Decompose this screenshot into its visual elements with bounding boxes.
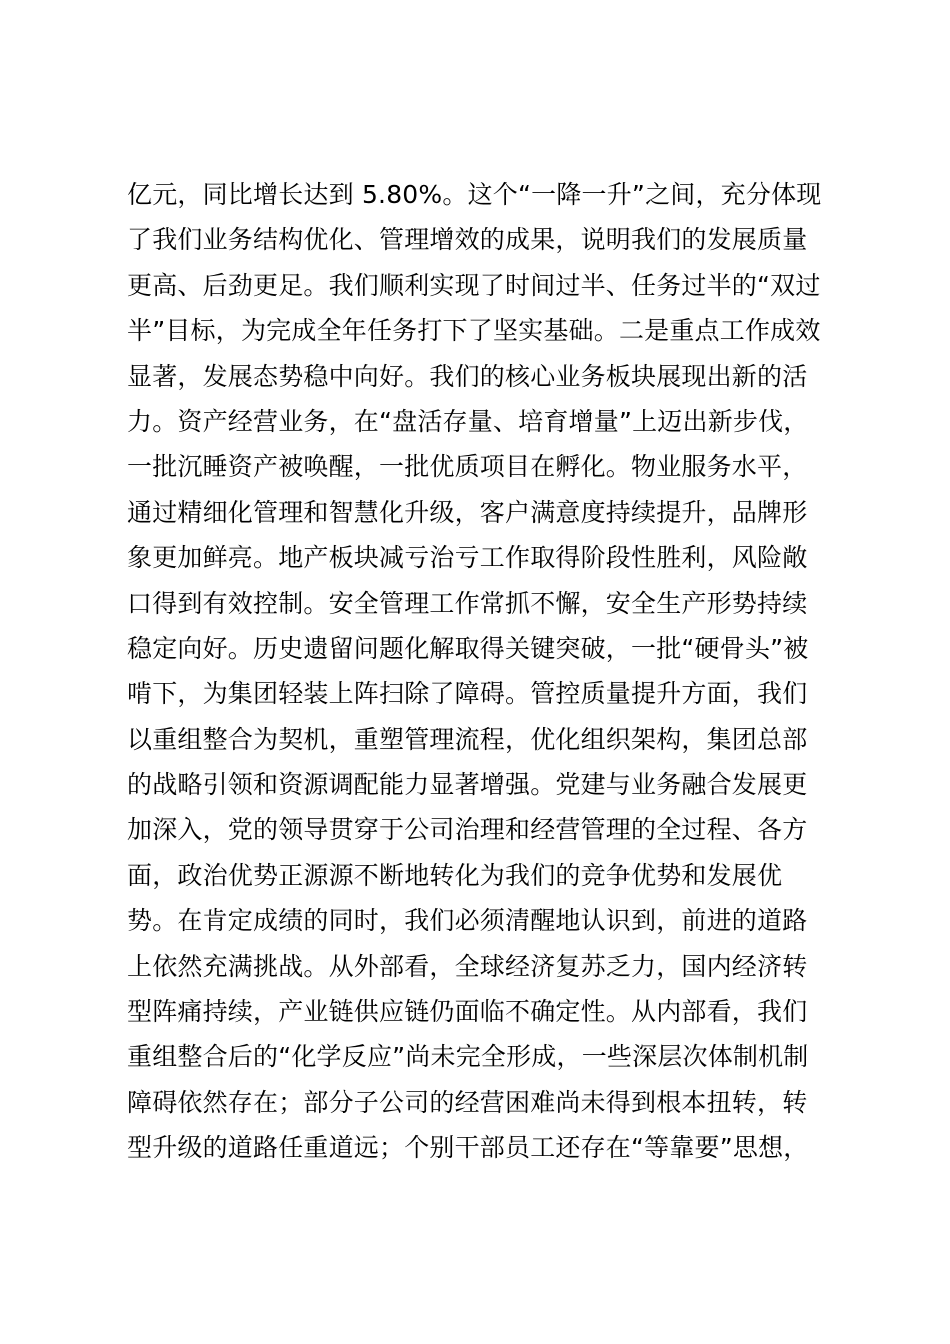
text-line: 啃下，为集团轻装上阵扫除了障碍。管控质量提升方面，我们 — [127, 679, 808, 709]
text-line: 半”目标，为完成全年任务打下了坚实基础。二是重点工作成效 — [127, 316, 821, 346]
text-line: 以重组整合为契机，重塑管理流程，优化组织架构，集团总部 — [127, 724, 808, 754]
text-line: 力。资产经营业务，在“盘活存量、培育增量”上迈出新步伐， — [127, 406, 809, 436]
text-line: 了我们业务结构优化、管理增效的成果，说明我们的发展质量 — [127, 225, 808, 255]
text-line: 更高、后劲更足。我们顺利实现了时间过半、任务过半的“双过 — [127, 270, 821, 300]
text-line: 的战略引领和资源调配能力显著增强。党建与业务融合发展更 — [127, 770, 808, 800]
body-paragraph — [127, 172, 837, 1171]
text-line: 障碍依然存在；部分子公司的经营困难尚未得到根本扭转，转 — [127, 1087, 808, 1117]
text-line: 型升级的道路任重道远；个别干部员工还存在“等靠要”思想， — [127, 1133, 809, 1163]
text-line: 象更加鲜亮。地产板块减亏治亏工作取得阶段性胜利，风险敞 — [127, 543, 808, 573]
text-line: 显著，发展态势稳中向好。我们的核心业务板块展现出新的活 — [127, 361, 808, 391]
text-line: 口得到有效控制。安全管理工作常抓不懈，安全生产形势持续 — [127, 588, 808, 618]
text-line: 重组整合后的“化学反应”尚未完全形成，一些深层次体制机制 — [127, 1042, 809, 1072]
text-line: 一批沉睡资产被唤醒，一批优质项目在孵化。物业服务水平， — [127, 452, 808, 482]
text-line: 通过精细化管理和智慧化升级，客户满意度持续提升，品牌形 — [127, 497, 808, 527]
text-line: 面，政治优势正源源不断地转化为我们的竞争优势和发展优 — [127, 860, 783, 890]
text-line: 型阵痛持续，产业链供应链仍面临不确定性。从内部看，我们 — [127, 997, 808, 1027]
text-line: 上依然充满挑战。从外部看，全球经济复苏乏力，国内经济转 — [127, 951, 808, 981]
text-line: 亿元，同比增长达到 5.80%。这个“一降一升”之间，充分体现 — [127, 180, 822, 209]
text-line: 势。在肯定成绩的同时，我们必须清醒地认识到，前进的道路 — [127, 906, 808, 936]
text-line: 加深入，党的领导贯穿于公司治理和经营管理的全过程、各方 — [127, 815, 808, 845]
text-line: 稳定向好。历史遗留问题化解取得关键突破，一批“硬骨头”被 — [127, 633, 809, 663]
